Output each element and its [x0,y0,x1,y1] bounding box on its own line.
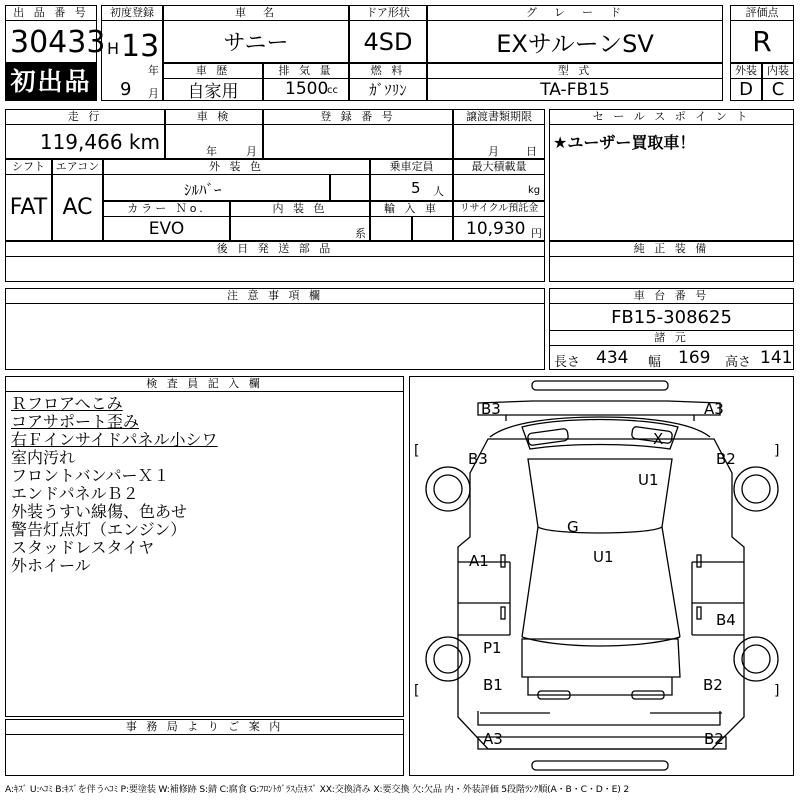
inspector-cell [5,391,404,717]
inspector-line: 外装うすい線傷、色あせ [11,502,188,521]
intcolor-label: 内 装 色 [230,201,370,217]
plate-label: 登 録 番 号 [263,109,453,125]
mark-p1-left: P1 [483,639,502,657]
mark-b1-left: B1 [483,676,503,694]
model: TA-FB15 [427,78,723,101]
recycle-label: リサイクル預託金 [453,201,545,217]
registration-year: 13 [121,29,160,64]
mark-b2-lower: B2 [703,676,723,694]
office-label: 事 務 局 よ り ご 案 内 [5,719,404,735]
door-type: 4SD [349,20,427,63]
inspection-label: 車 検 [165,109,263,125]
capacity: 5 [411,179,421,197]
displacement-cell [263,78,349,101]
import-label: 輸 入 車 [370,201,453,217]
mark-b4-right: B4 [716,611,736,629]
registration-label: 初度登録 [101,5,163,21]
registration-month: 9 [120,79,132,100]
ac-label: エアコン [52,159,103,175]
displacement-unit: cc [327,85,338,96]
spec-cell [549,345,794,370]
year-unit: 年 [148,64,159,77]
history: 自家用 [163,78,263,101]
load-label: 最大積載量 [453,159,545,175]
inspector-line: 室内汚れ [11,448,76,467]
office-cell [5,734,404,776]
mark-u1-center: U1 [593,548,614,566]
length-label: 長さ [554,355,581,370]
import-cell-1 [370,216,412,241]
later-parts-label: 後 日 発 送 部 品 [5,241,545,257]
car-diagram-svg [410,377,793,775]
import-cell-2 [412,216,453,241]
svg-text:[: [ [414,683,420,699]
car-name-label: 車 名 [163,5,349,21]
chassis-number: FB15-308625 [549,303,794,331]
height: 141 [760,348,793,368]
capacity-unit: 人 [433,185,444,198]
grade-label: グ レ ー ド [427,5,723,21]
color-extra-cell [330,174,370,201]
mark-b3-left: B3 [468,450,488,468]
grade: EXサルーンSV [427,20,723,63]
color-label: 外 装 色 [103,159,370,175]
selling-point-cell [549,124,794,241]
mark-b2-right: B2 [716,450,736,468]
score: R [730,20,794,63]
door-label: ドア形状 [349,5,427,21]
interior-label: 内装 [762,63,794,79]
recycle-fee: 10,930 [466,219,526,239]
displacement: 1500 [285,79,329,99]
length: 434 [596,348,629,368]
inspector-line: 警告灯点灯（エンジン） [11,520,187,539]
lot-number-label: 出 品 番 号 [5,5,97,21]
spec-label: 諸 元 [549,330,794,346]
history-label: 車 歴 [163,63,263,79]
mark-g-center: G [567,518,579,536]
inspector-line: 右Ｆインサイドパネル小シワ [11,430,218,449]
mark-a3-bottom: A3 [483,730,503,748]
recycle-unit: 円 [531,227,542,240]
genuine-label: 純 正 装 備 [549,241,794,257]
transfer-month: 月 [488,145,499,158]
load-unit: kg [528,185,541,196]
inspector-line: Ｒフロアへこみ [11,394,123,413]
color-cell [103,174,330,201]
transfer-label: 譲渡書類期限 [453,109,545,125]
inspector-line: エンドパネルＢ２ [11,484,139,503]
mark-a3-top: A3 [704,400,724,418]
later-parts-cell [5,256,545,282]
inspection-cell [165,124,263,159]
inspector-label: 検 査 員 記 入 欄 [5,376,404,392]
capacity-cell [370,174,453,201]
registration-cell [101,20,163,101]
plate-cell [263,124,453,159]
inspector-notes [11,395,218,575]
svg-text:]: ] [774,683,780,699]
exterior-label: 外装 [730,63,762,79]
colorno-label: カラー Ｎo. [103,201,230,217]
selling-point: ★ユーザー買取車！ [553,133,696,152]
svg-text:]: ] [774,443,780,459]
ac: AC [52,174,103,241]
inspector-line: 外ホイール [11,556,91,575]
lot-number-cell [5,20,106,63]
score-label: 評価点 [730,5,794,21]
mark-x-glass: X [653,430,664,448]
color: ｼﾙﾊﾞｰ [184,181,222,199]
fuel-label: 燃 料 [349,63,427,79]
width-label: 幅 [648,355,662,370]
notes-cell [5,303,545,370]
car-name: サニー [163,20,349,63]
width: 169 [678,348,711,368]
transfer-cell [453,124,545,159]
mark-a1-left: A1 [469,552,489,570]
transfer-day: 日 [526,145,537,158]
first-listing-badge: 初出品 [5,63,97,101]
inspection-year: 年 [206,145,217,158]
inspector-line: コアサポート歪み [11,412,140,431]
recycle-cell [453,216,545,241]
mileage: 119,466 km [5,124,165,159]
selling-point-label: セ ー ル ス ポ イ ン ト [549,109,794,125]
fuel: ｶﾞｿﾘﾝ [349,78,427,101]
colorno: EVO [103,216,230,241]
intcolor-cell [230,216,370,241]
car-diagram [409,376,794,776]
shift: FAT [5,174,52,241]
mark-b2-bottom: B2 [704,730,724,748]
model-label: 型 式 [427,63,723,79]
mark-u1-upper: U1 [638,471,659,489]
era: H [107,39,120,58]
displacement-label: 排 気 量 [263,63,349,79]
shift-label: シフト [5,159,52,175]
lot-number: 30433 [10,25,106,60]
mileage-label: 走 行 [5,109,165,125]
height-label: 高さ [725,355,752,370]
notes-label: 注 意 事 項 欄 [5,288,545,304]
inspection-month: 月 [246,145,257,158]
chassis-label: 車 台 番 号 [549,288,794,304]
mark-b3-top: B3 [481,400,501,418]
svg-text:[: [ [414,443,420,459]
exterior-rating: D [730,78,762,101]
intcolor-suffix: 系 [355,227,366,240]
month-unit: 月 [148,87,159,100]
inspector-line: フロントバンパーＸ１ [11,466,170,485]
legend: A:ｷｽﾞ U:ﾍｺﾐ B:ｷｽﾞを伴うﾍｺﾐ P:要塗装 W:補修跡 S:錆 C:腐食 G:ﾌﾛﾝﾄｶﾞﾗｽ点ｷｽﾞ XX:交換済み X:要交換 欠:欠品 内・外装評価 5段階ﾗﾝｸ順(A・B・C・D・E) 2 [5,784,630,795]
interior-rating: C [762,78,794,101]
inspector-line: スタッドレスタイヤ [11,538,155,557]
genuine-cell [549,256,794,282]
load-cell [453,174,545,201]
capacity-label: 乗車定員 [370,159,453,175]
